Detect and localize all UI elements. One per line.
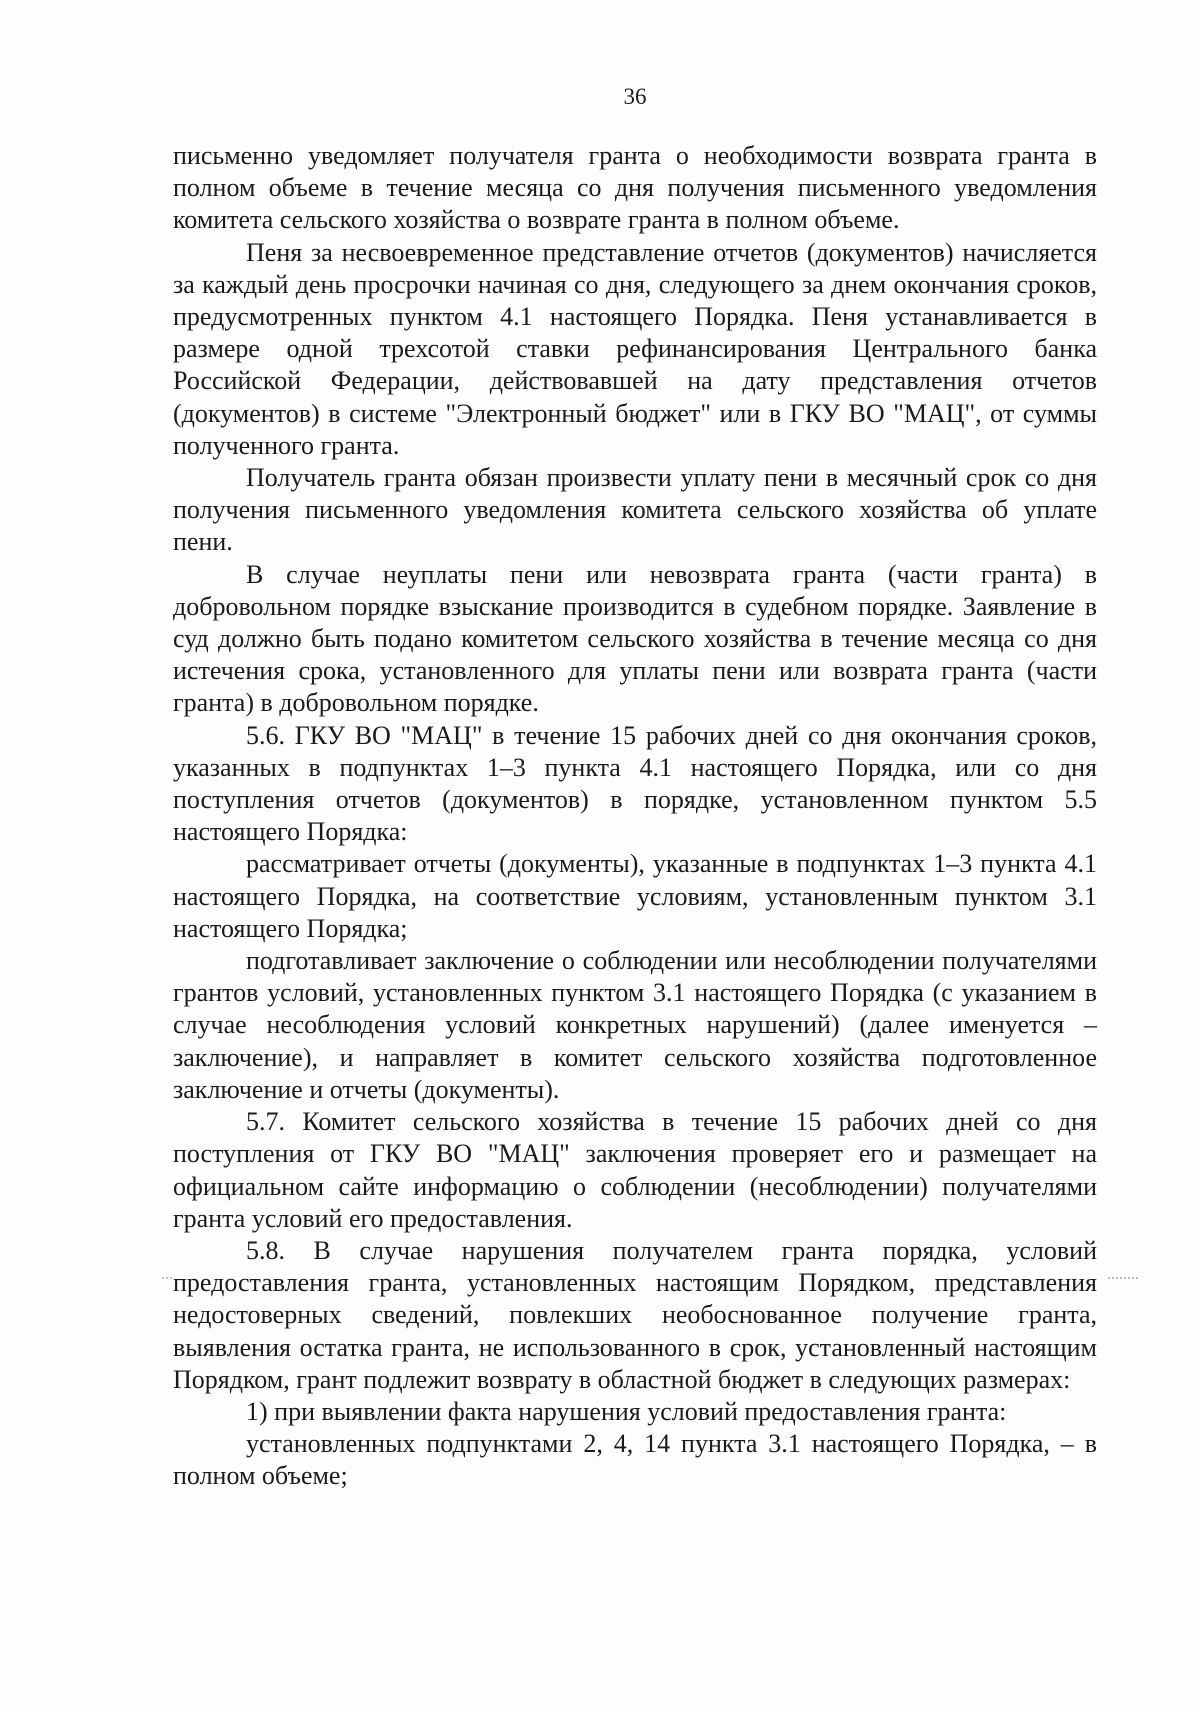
scan-artifact: [162, 1277, 172, 1281]
paragraph-clause-5-8: 5.8. В случае нарушения получателем гранта порядка, условий предоставления гранта, установленных настоящим Порядком, представления недостоверных сведений, повлекших необоснованное получение гранта, выявления остатка гранта, не использованного в срок, установленный настоящим Порядком, грант подлежит возврату в областной бюджет в следующих размерах:: [173, 1235, 1097, 1394]
paragraph-court-recovery: В случае неуплаты пени или невозврата гранта (части гранта) в добровольном порядке взыскание производится в судебном порядке. Заявление в суд должно быть подано комитетом сельского хозяйства в течение месяца со дня истечения срока, установленного для уплаты пени или возврата гранта (части гранта) в добровольном порядке.: [173, 559, 1097, 718]
paragraph-item-1: 1) при выявлении факта нарушения условий предоставления гранта:: [246, 1396, 1007, 1426]
paragraph-penalty-accrual: Пеня за несвоевременное представление отчетов (документов) начисляется за каждый день просрочки начиная со дня, следующего за днем окончания сроков, предусмотренных пунктом 4.1 настоящего Порядка. Пеня устанавливается в размере одной трехсотой ставки рефинансирования Центрального банка Российской Федерации, действовавшей на дату представления отчетов (документов) в системе "Электронный бюджет" или в ГКУ ВО "МАЦ", от суммы полученного гранта.: [173, 237, 1097, 460]
page-number: 36: [623, 84, 647, 109]
paragraph-clause-5-6: 5.6. ГКУ ВО "МАЦ" в течение 15 рабочих дней со дня окончания сроков, указанных в подпунктах 1–3 пункта 4.1 настоящего Порядка, или со дня поступления отчетов (документов) в порядке, установленном пунктом 5.5 настоящего Порядка:: [173, 720, 1097, 847]
paragraph-clause-5-7: 5.7. Комитет сельского хозяйства в течение 15 рабочих дней со дня поступления от ГКУ ВО "МАЦ" заключения проверяет его и размещает на официальном сайте информацию о соблюдении (несоблюдении) получателями гранта условий его предоставления.: [173, 1107, 1097, 1233]
scan-artifact: [1108, 1277, 1138, 1281]
paragraph-reviews-reports: рассматривает отчеты (документы), указанные в подпунктах 1–3 пункта 4.1 настоящего Порядка, на соответствие условиям, установленным пунктом 3.1 настоящего Порядка;: [173, 849, 1097, 943]
paragraph-penalty-payment: Получатель гранта обязан произвести уплату пени в месячный срок со дня получения письменного уведомления комитета сельского хозяйства об уплате пени.: [173, 463, 1097, 557]
paragraph-full-amount: установленных подпунктами 2, 4, 14 пункта 3.1 настоящего Порядка, – в полном объеме;: [173, 1429, 1097, 1491]
paragraph-continuation: письменно уведомляет получателя гранта о необходимости возврата гранта в полном объеме в течение месяца со дня получения письменного уведомления комитета сельского хозяйства о возврате гранта в полном объеме.: [173, 141, 1097, 235]
paragraph-prepares-conclusion: подготавливает заключение о соблюдении или несоблюдении получателями грантов условий, установленных пунктом 3.1 настоящего Порядка (с указанием в случае несоблюдения условий конкретных нарушений) (далее именуется – заключение), и направляет в комитет сельского хозяйства подготовленное заключение и отчеты (документы).: [173, 946, 1097, 1104]
document-body: [173, 140, 1097, 1493]
